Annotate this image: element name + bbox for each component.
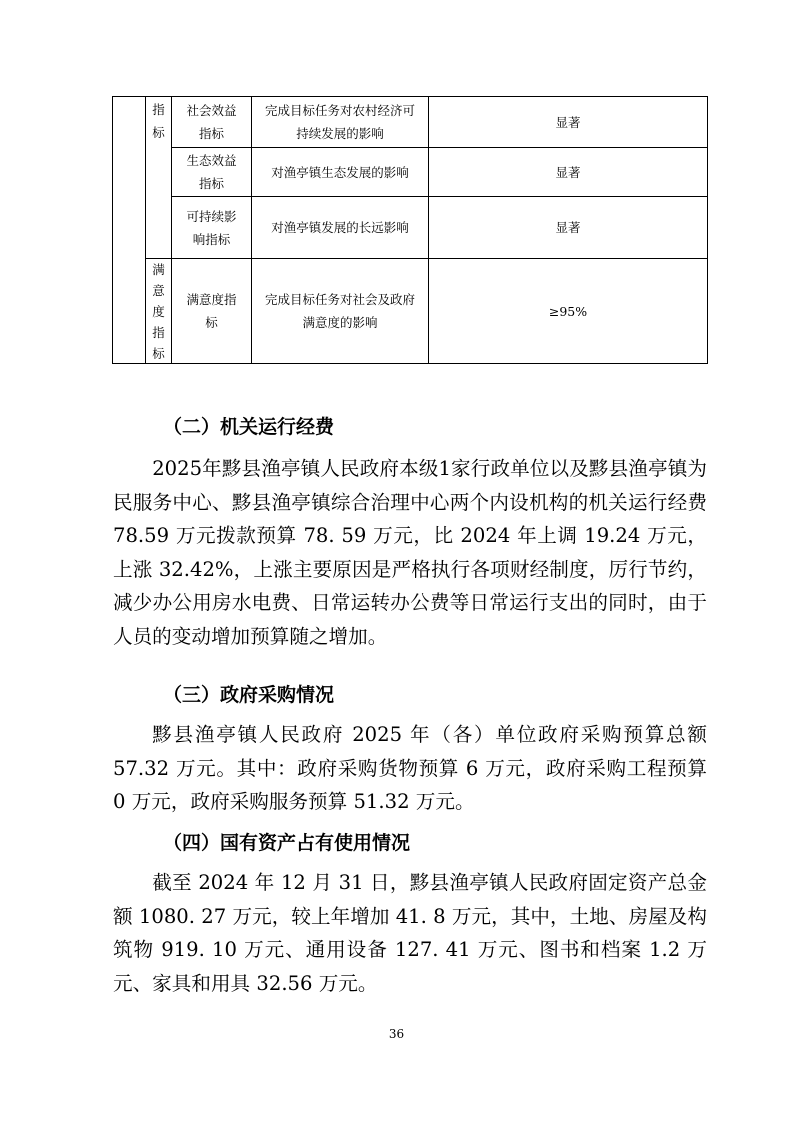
value-text: 显著	[555, 114, 581, 130]
value-text: 显著	[555, 220, 581, 235]
table-border-bottom	[112, 363, 708, 364]
table-row-content	[252, 148, 428, 196]
table-row-content	[252, 259, 428, 363]
indicator-line: 响指标	[192, 231, 231, 247]
value-text: ≥95%	[548, 303, 588, 319]
table-row-value	[429, 259, 707, 363]
table-row-value	[429, 148, 707, 196]
table-row-value	[429, 197, 707, 258]
content-line: 对渔亭镇生态发展的影响	[271, 164, 409, 180]
content-line: 满意度的影响	[302, 315, 378, 330]
indicator-line: 指标	[198, 176, 224, 191]
table-row-content	[252, 97, 428, 147]
section-heading-state-assets: （四）国有资产占有使用情况	[163, 832, 411, 854]
table-border-right	[707, 96, 708, 364]
section-paragraph-procurement: 黟县渔亭镇人民政府 2025 年（各）单位政府采购预算总额 57.32 万元。其中：政府采购货物预算 6 万元，政府采购工程预算 0 万元，政府采购服务预算 51.32 万元。	[113, 723, 707, 813]
table-row-indicator	[172, 259, 251, 363]
indicator-line: 标	[205, 315, 218, 330]
value-text: 显著	[555, 164, 581, 180]
indicator-line: 可持续影	[186, 208, 237, 224]
content-line: 完成目标任务对社会及政府	[264, 292, 415, 307]
table-border-left	[112, 96, 113, 364]
section-heading-procurement: （三）政府采购情况	[163, 684, 335, 706]
table-row-content	[252, 197, 428, 258]
section-paragraph-operating-costs: 2025年黟县渔亭镇人民政府本级1家行政单位以及黟县渔亭镇为民服务中心、黟县渔亭镇综合治理中心两个内设机构的机关运行经费 78.59 万元拨款预算 78. 59 万元，比 2024 年上调 19.24 万元，上涨 32.42%，上涨主要原因是严格执行各项财经制度，厉行节约，减少办公用房水电费、日常运转办公费等日常运行支出的同时，由于人员的变动增加预算随之增加。	[113, 457, 707, 648]
satisfaction-category-label: 满意度指标	[152, 261, 165, 361]
section-heading-operating-costs: （二）机关运行经费	[163, 416, 335, 438]
indicator-line: 生态效益	[186, 153, 237, 168]
indicator-line: 满意度指	[186, 292, 237, 307]
indicator-category-cell	[146, 97, 171, 147]
section-paragraph-state-assets: 截至 2024 年 12 月 31 日，黟县渔亭镇人民政府固定资产总金额 1080. 27 万元，较上年增加 41. 8 万元，其中，土地、房屋及构筑物 919. 10 万元、通用设备 127. 41 万元、图书和档案 1.2 万元、家具和用具 32.56 万元。	[113, 871, 707, 995]
indicator-line: 指标	[198, 126, 224, 141]
performance-indicator-table	[112, 96, 708, 364]
table-row-indicator	[172, 97, 251, 147]
content-line: 对渔亭镇发展的长远影响	[271, 220, 409, 235]
table-row-indicator	[172, 197, 251, 258]
content-line: 完成目标任务对农村经济可	[264, 103, 415, 118]
indicator-category-label: 指标	[152, 102, 165, 140]
indicator-line: 社会效益	[186, 103, 237, 118]
content-line: 持续发展的影响	[296, 126, 384, 141]
satisfaction-category-cell	[146, 259, 171, 363]
table-row-value	[429, 97, 707, 147]
page-number: 36	[388, 1027, 405, 1041]
table-row-indicator	[172, 148, 251, 196]
